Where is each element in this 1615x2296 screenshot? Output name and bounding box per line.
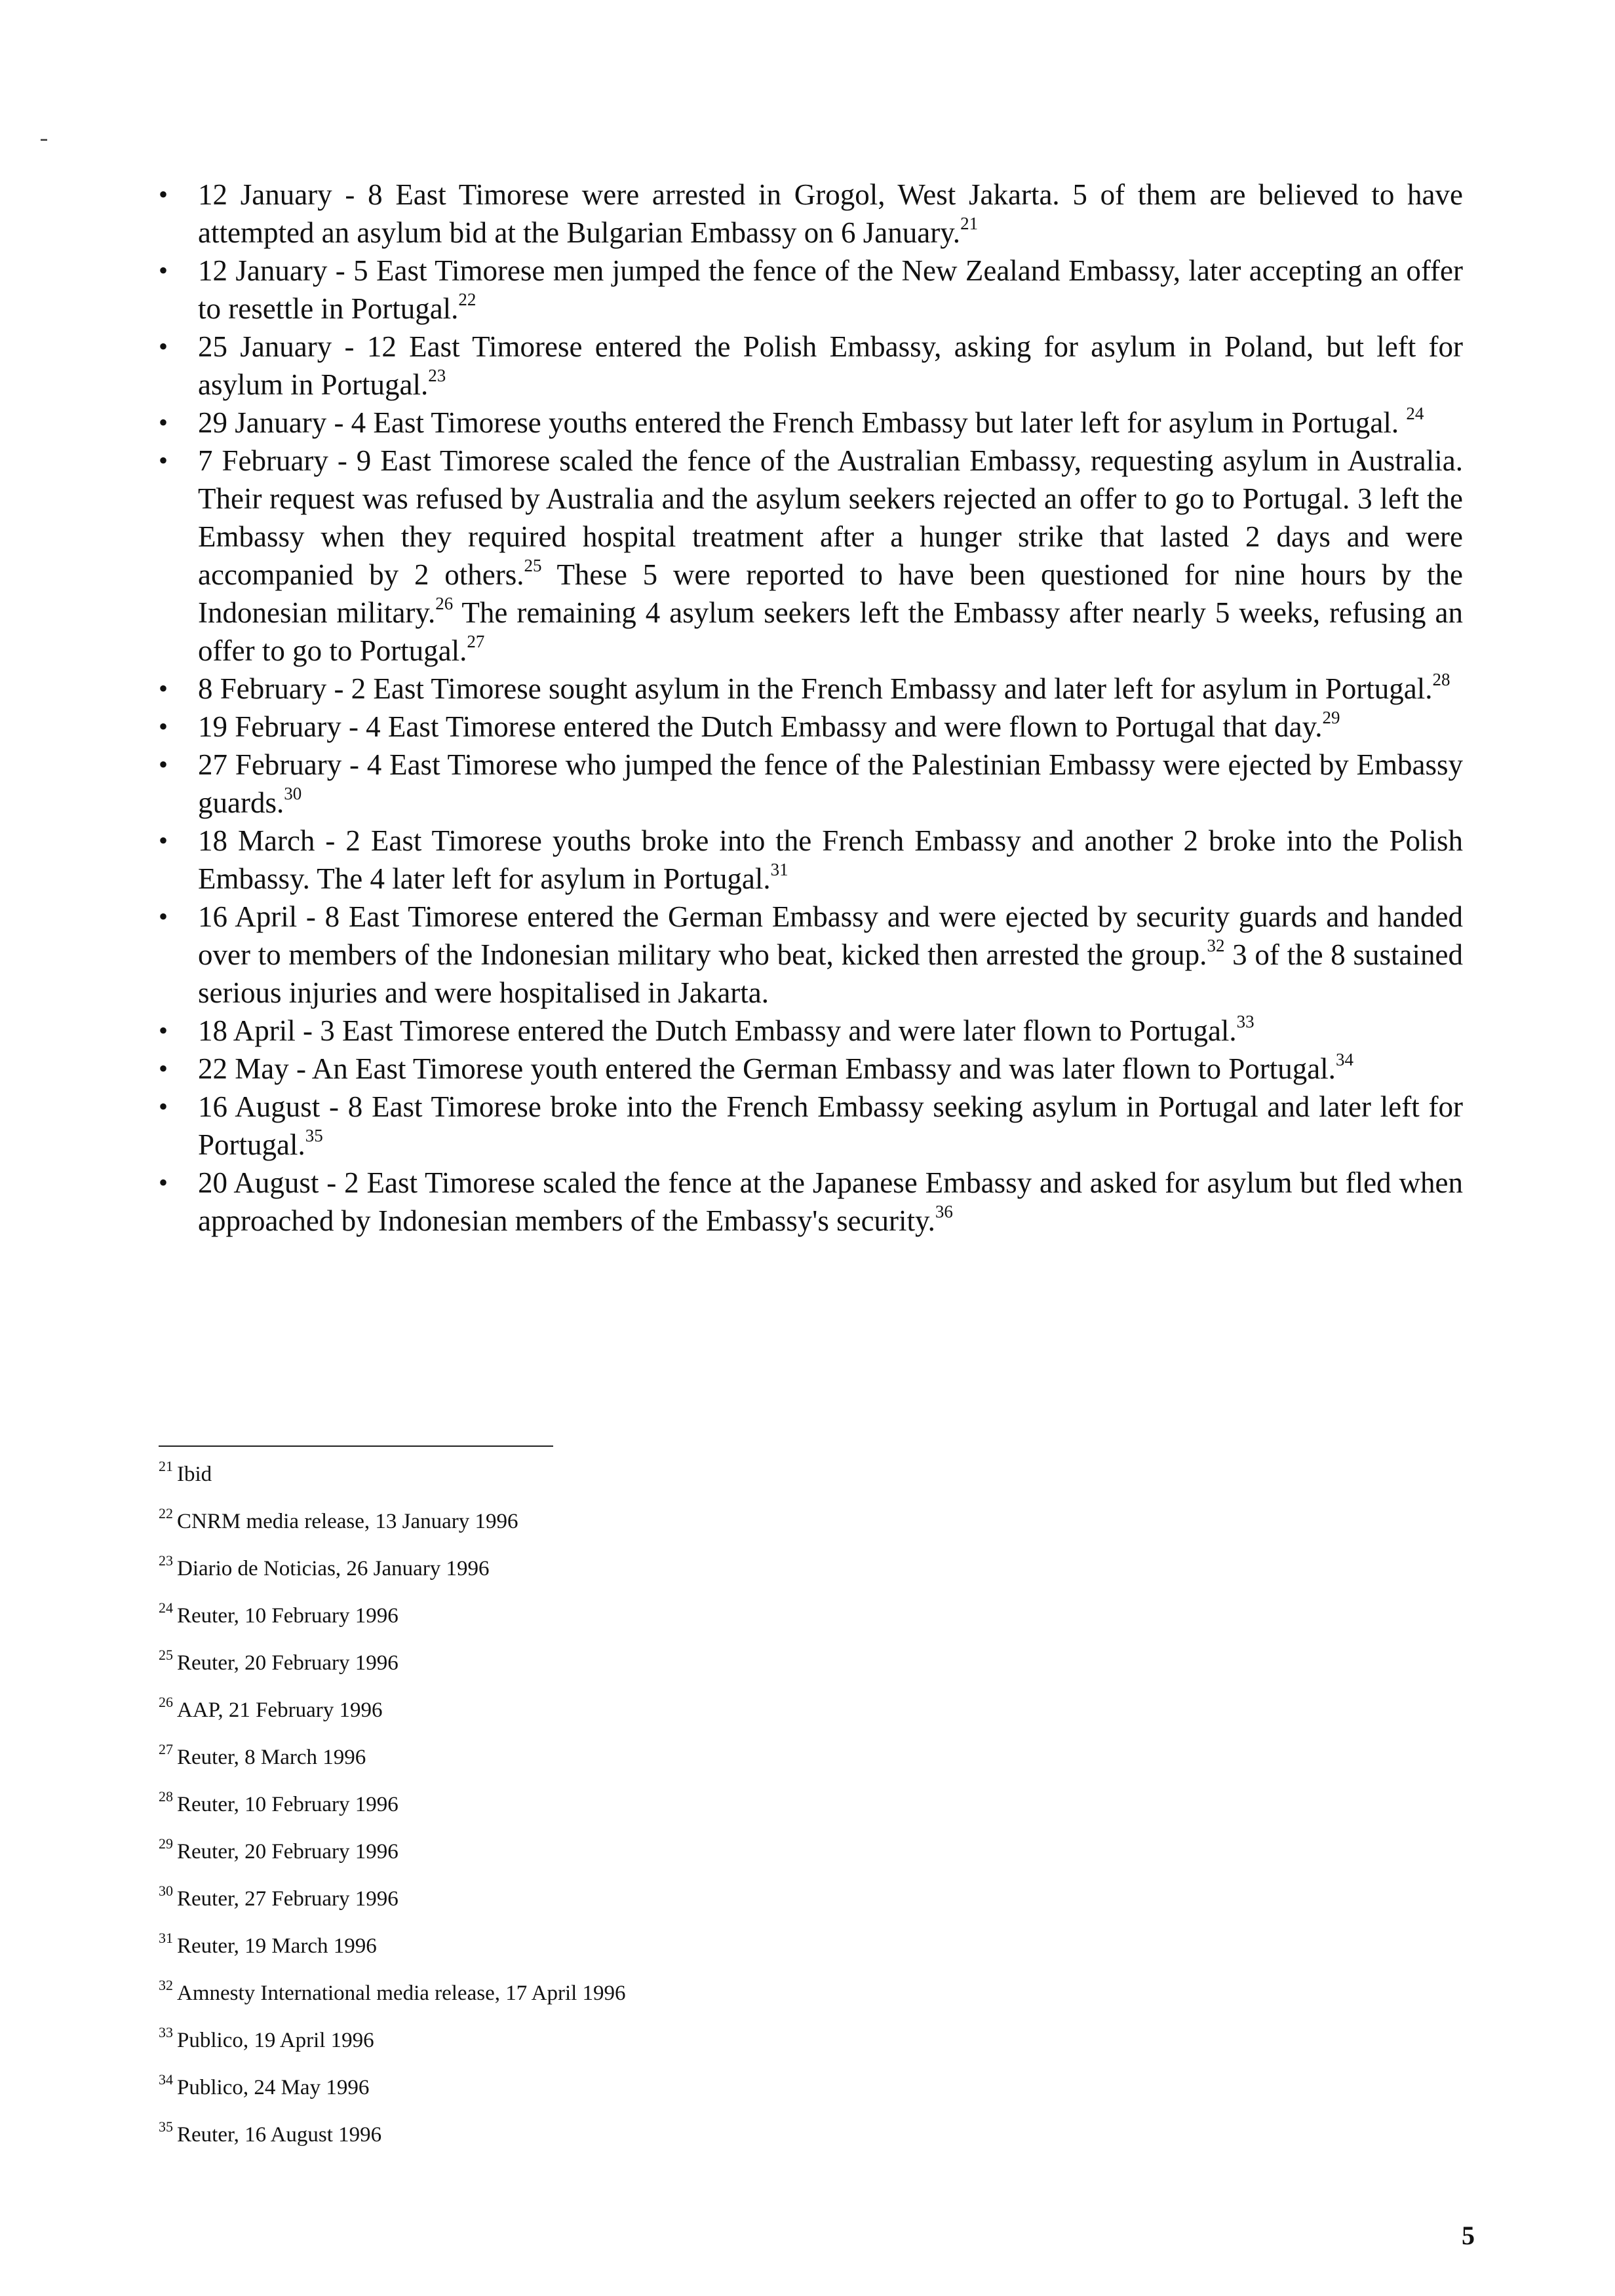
footnote-ref[interactable]: 26 bbox=[435, 594, 454, 613]
footnote-text: Reuter, 8 March 1996 bbox=[177, 1746, 366, 1769]
footnote bbox=[159, 1592, 1207, 1639]
footnote-number: 28 bbox=[159, 1788, 173, 1805]
footnote-text: Reuter, 19 March 1996 bbox=[177, 1934, 377, 1958]
list-item bbox=[159, 1088, 1463, 1164]
list-item bbox=[159, 1164, 1463, 1240]
footnote-ref[interactable]: 25 bbox=[524, 556, 542, 575]
list-item bbox=[159, 328, 1463, 404]
scan-mark bbox=[41, 139, 47, 141]
entry-text: 8 February - 2 East Timorese sought asylum in the French Embassy and later left for asylum in Portugal. bbox=[198, 672, 1433, 705]
footnote-ref[interactable]: 23 bbox=[428, 366, 446, 385]
footnote-text: Reuter, 27 February 1996 bbox=[177, 1887, 399, 1911]
footnote-number: 21 bbox=[159, 1458, 173, 1474]
footnote-ref[interactable]: 33 bbox=[1236, 1012, 1255, 1031]
list-item bbox=[159, 746, 1463, 822]
footnote bbox=[159, 1970, 1207, 2017]
footnote-text: Diario de Noticias, 26 January 1996 bbox=[177, 1557, 490, 1580]
entry-text: 25 January - 12 East Timorese entered the Polish Embassy, asking for asylum in Poland, but left for asylum in Portugal. bbox=[198, 330, 1463, 401]
list-item bbox=[159, 670, 1463, 708]
entry-text: 16 April - 8 East Timorese entered the German Embassy and were ejected by security guards and handed over to members of the Indonesian military who beat, kicked then arrested the group. bbox=[198, 900, 1463, 971]
entry-text: 18 March - 2 East Timorese youths broke into the French Embassy and another 2 broke into the Polish Embassy. The 4 later left for asylum in Portugal. bbox=[198, 824, 1463, 895]
list-item bbox=[159, 708, 1463, 746]
footnote-number: 24 bbox=[159, 1599, 173, 1616]
footnote-number: 23 bbox=[159, 1552, 173, 1569]
footnote-text: Reuter, 10 February 1996 bbox=[177, 1793, 399, 1816]
footnote-ref[interactable]: 29 bbox=[1322, 708, 1340, 727]
footnote-number: 32 bbox=[159, 1977, 173, 1993]
footnote-ref[interactable]: 34 bbox=[1335, 1050, 1353, 1069]
footnote-ref[interactable]: 22 bbox=[458, 290, 477, 309]
list-item bbox=[159, 442, 1463, 670]
footnote-number: 34 bbox=[159, 2071, 173, 2088]
list-item bbox=[159, 822, 1463, 898]
entry-text: 22 May - An East Timorese youth entered the German Embassy and was later flown to Portugal. bbox=[198, 1052, 1336, 1085]
footnote-ref[interactable]: 24 bbox=[1406, 404, 1424, 423]
footnote-number: 31 bbox=[159, 1930, 173, 1946]
list-item bbox=[159, 176, 1463, 252]
footnote-number: 33 bbox=[159, 2024, 173, 2040]
footnote-ref[interactable]: 35 bbox=[305, 1126, 323, 1145]
footnote-number: 26 bbox=[159, 1694, 173, 1710]
entry-text: 27 February - 4 East Timorese who jumped the fence of the Palestinian Embassy were ejected by Embassy guards. bbox=[198, 748, 1463, 819]
footnote-text: Reuter, 20 February 1996 bbox=[177, 1840, 399, 1864]
footnote-ref[interactable]: 36 bbox=[935, 1202, 953, 1221]
footnote bbox=[159, 2064, 1207, 2111]
entry-text: 3 of the 8 sustained serious injuries and were hospitalised in Jakarta. bbox=[198, 938, 1463, 1009]
footnote-number: 22 bbox=[159, 1505, 173, 1521]
list-item bbox=[159, 252, 1463, 328]
footnote-ref[interactable]: 32 bbox=[1207, 936, 1225, 955]
footnote-ref[interactable]: 27 bbox=[467, 632, 485, 651]
page-number: 5 bbox=[1462, 2221, 1475, 2250]
list-item bbox=[159, 404, 1463, 442]
footnote bbox=[159, 1828, 1207, 1875]
footnote-text: AAP, 21 February 1996 bbox=[177, 1698, 383, 1722]
entry-text: 12 January - 8 East Timorese were arrested in Grogol, West Jakarta. 5 of them are believed to have attempted an asylum bid at the Bulgarian Embassy on 6 January. bbox=[198, 178, 1463, 249]
footnote-text: Reuter, 20 February 1996 bbox=[177, 1651, 399, 1675]
footnote-text: Publico, 24 May 1996 bbox=[177, 2076, 370, 2099]
list-item bbox=[159, 898, 1463, 1012]
entry-text: 19 February - 4 East Timorese entered the Dutch Embassy and were flown to Portugal that day. bbox=[198, 710, 1323, 743]
footnote bbox=[159, 1545, 1207, 1592]
footnote bbox=[159, 1923, 1207, 1970]
list-item bbox=[159, 1012, 1463, 1050]
footnote-number: 29 bbox=[159, 1835, 173, 1852]
footnote bbox=[159, 2017, 1207, 2064]
footnote-number: 35 bbox=[159, 2118, 173, 2135]
footnote-ref[interactable]: 28 bbox=[1432, 670, 1450, 689]
footnote bbox=[159, 1451, 1207, 1498]
footnote bbox=[159, 1639, 1207, 1687]
entry-text: These 5 were reported to have been questioned for nine hours by the Indonesian military. bbox=[198, 558, 1463, 629]
footnote bbox=[159, 1875, 1207, 1923]
entry-text: 29 January - 4 East Timorese youths entered the French Embassy but later left for asylum in Portugal. bbox=[198, 406, 1407, 439]
footnote-ref[interactable]: 21 bbox=[960, 214, 979, 233]
entry-text: 7 February - 9 East Timorese scaled the fence of the Australian Embassy, requesting asylum in Australia. Their request was refused by Australia and the asylum seekers rejected an offer to go to Portugal. 3 left the Embassy when they required hospital treatment after a hunger strike that lasted 2 days and were accompanied by 2 others. bbox=[198, 444, 1463, 591]
footnote-separator bbox=[159, 1445, 553, 1447]
footnote-text: Amnesty International media release, 17 April 1996 bbox=[177, 1981, 626, 2005]
entry-text: 12 January - 5 East Timorese men jumped the fence of the New Zealand Embassy, later accepting an offer to resettle in Portugal. bbox=[198, 254, 1463, 325]
list-item bbox=[159, 1050, 1463, 1088]
footnote-text: Ibid bbox=[177, 1463, 212, 1486]
entry-text: 18 April - 3 East Timorese entered the Dutch Embassy and were later flown to Portugal. bbox=[198, 1014, 1237, 1047]
footnote-text: CNRM media release, 13 January 1996 bbox=[177, 1510, 518, 1533]
footnote-number: 25 bbox=[159, 1647, 173, 1663]
footnote-ref[interactable]: 30 bbox=[284, 784, 302, 803]
entry-text: 16 August - 8 East Timorese broke into the French Embassy seeking asylum in Portugal and later left for Portugal. bbox=[198, 1090, 1463, 1161]
footnote-text: Publico, 19 April 1996 bbox=[177, 2029, 374, 2052]
footnote bbox=[159, 1687, 1207, 1734]
footnote-number: 27 bbox=[159, 1741, 173, 1757]
footnote bbox=[159, 2111, 1207, 2158]
footnote bbox=[159, 1781, 1207, 1828]
incident-list bbox=[159, 176, 1463, 1240]
footnote-number: 30 bbox=[159, 1883, 173, 1899]
footnote bbox=[159, 1498, 1207, 1545]
footnote bbox=[159, 1734, 1207, 1781]
footnote-ref[interactable]: 31 bbox=[770, 860, 788, 879]
footnote-text: Reuter, 16 August 1996 bbox=[177, 2123, 382, 2147]
footnote-text: Reuter, 10 February 1996 bbox=[177, 1604, 399, 1628]
entry-text: The remaining 4 asylum seekers left the Embassy after nearly 5 weeks, refusing an offer to go to Portugal. bbox=[198, 596, 1463, 667]
footnote-list bbox=[159, 1451, 1207, 2158]
entry-text: 20 August - 2 East Timorese scaled the fence at the Japanese Embassy and asked for asylum but fled when approached by Indonesian members of the Embassy's security. bbox=[198, 1166, 1463, 1237]
